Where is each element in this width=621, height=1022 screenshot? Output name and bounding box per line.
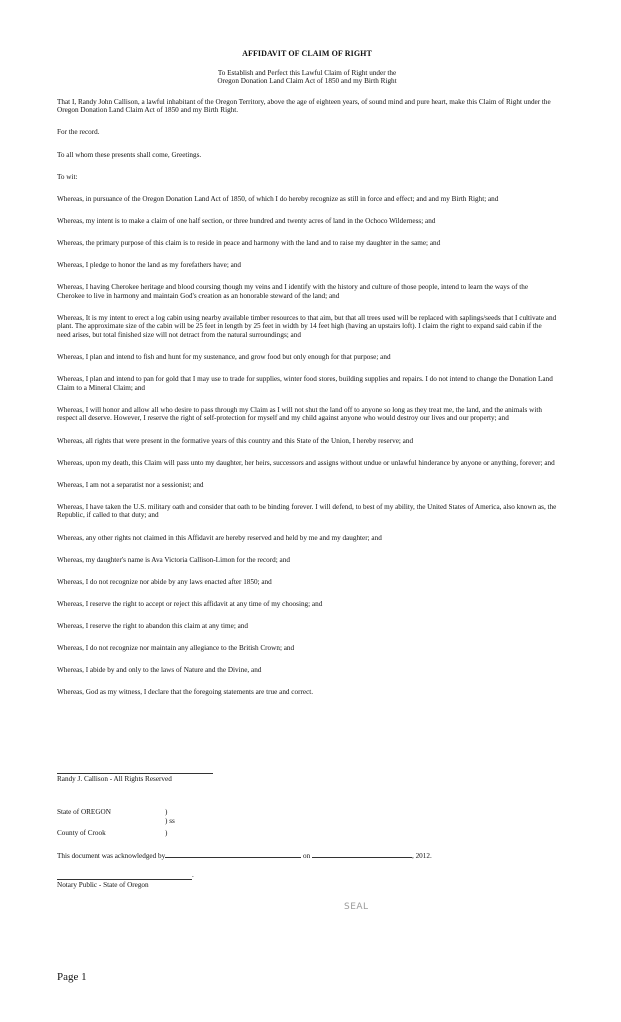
date-blank[interactable] (312, 850, 412, 858)
venue-paren-3: ) (165, 829, 168, 837)
subtitle-line-1: To Establish and Perfect this Lawful Claim of Right under the (217, 68, 397, 77)
paragraph: Whereas, I reserve the right to abandon this claim at any time; and (57, 621, 248, 630)
paragraph: Whereas, all rights that were present in the formative years of this country and this State of the Union, I hereby reserve; and (57, 436, 414, 445)
page-number: Page 1 (57, 971, 87, 983)
paragraph: Whereas, my daughter's name is Ava Victoria Callison-Limon for the record; and (57, 555, 290, 564)
acknowledgement-prefix: This document was acknowledged by (57, 852, 166, 860)
signature-label: Randy J. Callison - All Rights Reserved (57, 775, 172, 783)
paragraph: To all whom these presents shall come, Greetings. (57, 150, 202, 159)
notary-label: Notary Public - State of Oregon (57, 881, 149, 889)
venue-ss: ) ss (165, 817, 175, 825)
acknowledgement-suffix: , 2012. (411, 852, 432, 860)
paragraph: Whereas, I plan and intend to pan for gold that I may use to trade for supplies, winter food stores, building supplies and repairs. I do not intend to change the Donation Land Claim to a Mineral Claim; and (57, 375, 553, 392)
paragraph: Whereas, It is my intent to erect a log cabin using nearby available timber resources to that aim, but that all trees used will be replaced with saplings/seeds that I cultivate and plant. The approximate size of the cabin will be 25 feet in length by 25 feet in width by 14 feet high (having an upstairs loft). I claim the right to expand said cabin if the need arises, but total finished size will not detract from the natural surroundings; and (57, 313, 557, 339)
acknowledgement-line (57, 850, 432, 861)
venue-paren-1: ) (165, 808, 168, 816)
seal-label: SEAL (344, 902, 369, 912)
county-label: County of Crook (57, 829, 106, 837)
paragraph: Whereas, in pursuance of the Oregon Donation Land Act of 1850, of which I do hereby recognize as still in force and effect; and and my Birth Right; and (57, 194, 499, 203)
state-label: State of OREGON (57, 808, 111, 816)
subtitle-line-2: Oregon Donation Land Claim Act of 1850 and my Birth Right (217, 77, 397, 86)
paragraph: Whereas, God as my witness, I declare that the foregoing statements are true and correct. (57, 688, 314, 697)
paragraph: For the record. (57, 128, 100, 137)
acknowledger-blank[interactable] (165, 850, 301, 858)
paragraph: That I, Randy John Callison, a lawful inhabitant of the Oregon Territory, above the age of eighteen years, of sound mind and pure heart, make this Claim of Right under the Oregon Donation Land Claim Act of 1850 and my Birth Right. (57, 97, 551, 115)
paragraph: To wit: (57, 172, 78, 181)
acknowledgement-on: on (302, 852, 311, 860)
paragraph: Whereas, any other rights not claimed in this Affidavit are hereby reserved and held by me and my daughter; and (57, 533, 382, 542)
paragraph: Whereas, I have taken the U.S. military oath and consider that oath to be binding forever. I will defend, to best of my ability, the United States of America, also known as, the Republic, if called to that duty; and (57, 502, 557, 520)
document-subtitle (57, 69, 557, 86)
paragraph: Whereas, I pledge to honor the land as my forefathers have; and (57, 261, 242, 270)
paragraph: Whereas, I do not recognize nor maintain any allegiance to the British Crown; and (57, 644, 295, 652)
paragraph: Whereas, the primary purpose of this claim is to reside in peace and harmony with the land and to raise my daughter in the same; and (57, 238, 441, 247)
paragraph: Whereas, I plan and intend to fish and hunt for my sustenance, and grow food but only enough for that purpose; and (57, 353, 391, 362)
paragraph: Whereas, I reserve the right to accept or reject this affidavit at any time of my choosing; and (57, 599, 323, 608)
paragraph: Whereas, I will honor and allow all who desire to pass through my Claim as I will not shut the land off to anyone so long as they treat me, the land, and the animals with respect all deserve. However, I reserve the right of self-protection for myself and my child against anyone who would destroy our lives and our property; and (57, 405, 542, 423)
document-title: AFFIDAVIT OF CLAIM OF RIGHT (242, 49, 372, 58)
paragraph: Whereas, upon my death, this Claim will pass unto my daughter, her heirs, successors and assigns without undue or unlawful hinderance by anyone or anything, forever; and (57, 458, 555, 467)
paragraph: Whereas, I abide by and only to the laws of Nature and the Divine, and (57, 666, 262, 675)
paragraph: Whereas, I having Cherokee heritage and blood coursing though my veins and I identify with the history and culture of those people, intend to learn the ways of the Cherokee to live in harmony and maintain God's creation as an honorable steward of the land; and (57, 283, 529, 300)
paragraph-list (57, 98, 557, 697)
paragraph: Whereas, I do not recognize nor abide by any laws enacted after 1850; and (57, 577, 272, 586)
paragraph: Whereas, my intent is to make a claim of one half section, or three hundred and twenty acres of land in the Ochoco Wilderness; and (57, 216, 436, 225)
affidavit-body (57, 50, 557, 710)
signature-line (57, 773, 213, 774)
notary-trailing-dot: . (192, 871, 194, 879)
notary-signature-line (57, 879, 192, 880)
paragraph: Whereas, I am not a separatist nor a sessionist; and (57, 480, 204, 489)
